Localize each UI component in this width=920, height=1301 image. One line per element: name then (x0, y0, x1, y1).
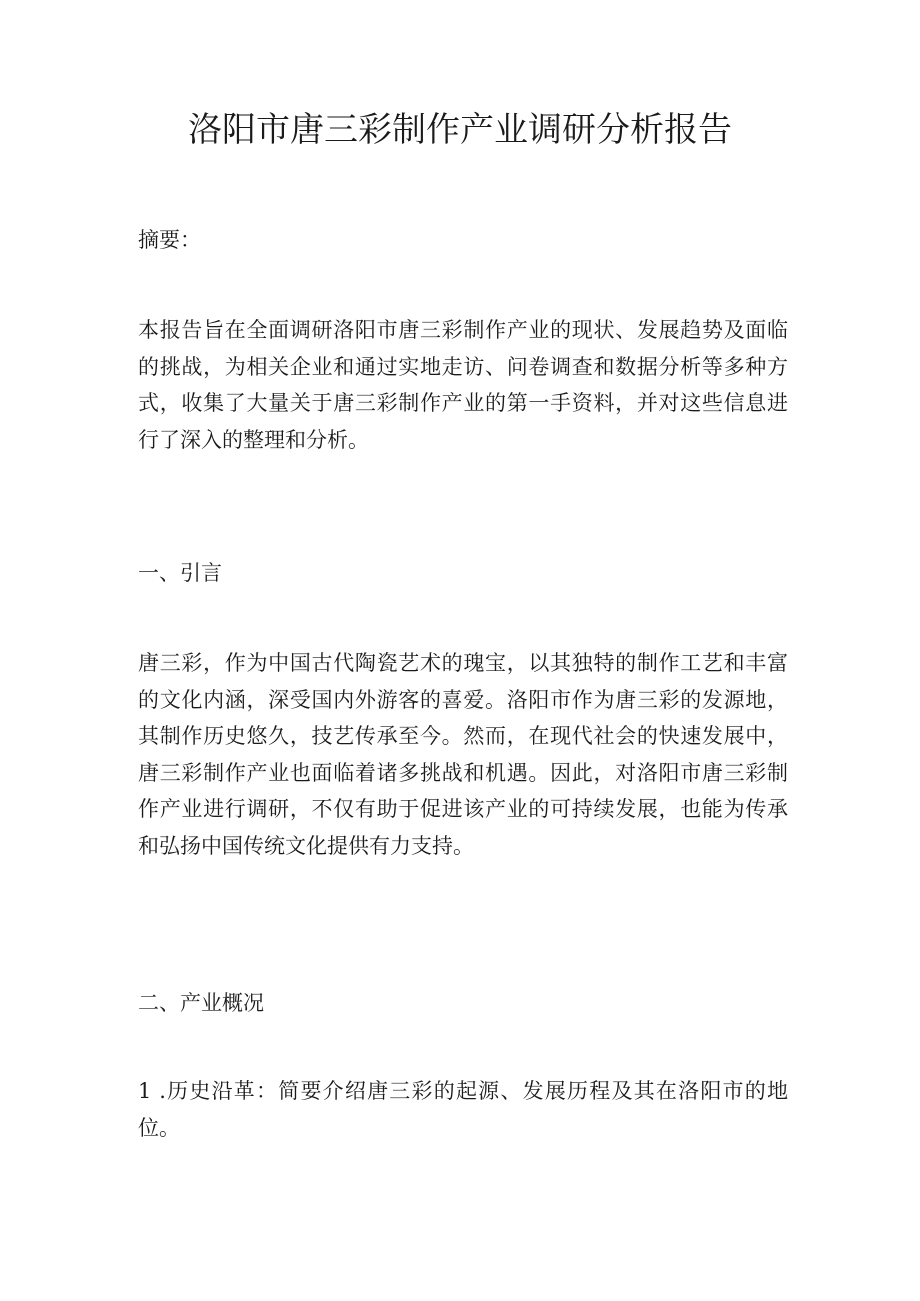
history-item-paragraph: 1 .历史沿革：简要介绍唐三彩的起源、发展历程及其在洛阳市的地位。 (138, 1079, 788, 1140)
section-heading-industry-overview: 二、产业概况 (138, 991, 264, 1015)
page-title: 洛阳市唐三彩制作产业调研分析报告 (188, 110, 732, 150)
introduction-paragraph: 唐三彩，作为中国古代陶瓷艺术的瑰宝，以其独特的制作工艺和丰富的文化内涵，深受国内外游客的喜爱。洛阳市作为唐三彩的发源地，其制作历史悠久，技艺传承至今。然而，在现代社会的快速发展中，唐三彩制作产业也面临着诸多挑战和机遇。因此，对洛阳市唐三彩制作产业进行调研，不仅有助于促进该产业的可持续发展，也能为传承和弘扬中国传统文化提供有力支持。 (138, 651, 788, 858)
section-heading-introduction: 一、引言 (138, 561, 222, 585)
abstract-paragraph: 本报告旨在全面调研洛阳市唐三彩制作产业的现状、发展趋势及面临的挑战，为相关企业和通过实地走访、问卷调查和数据分析等多种方式，收集了大量关于唐三彩制作产业的第一手资料，并对这些信息进行了深入的整理和分析。 (138, 318, 788, 452)
abstract-label: 摘要： (138, 228, 201, 252)
